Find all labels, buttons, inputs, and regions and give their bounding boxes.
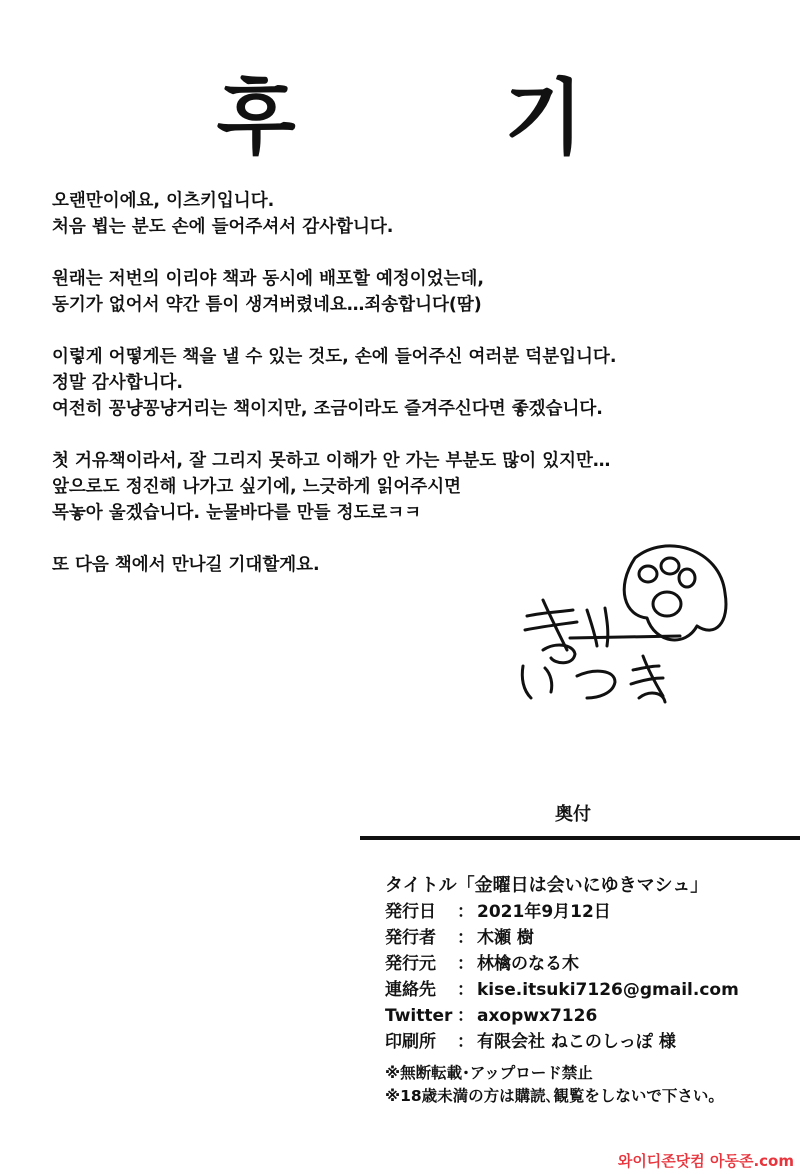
colophon-key: 発行元 [385,954,436,974]
sig-stroke [605,608,608,646]
colophon-heading: 奥付 [555,804,591,825]
colophon-value: 有限会社 ねこのしっぽ 様 [477,1032,676,1052]
sig-stroke [570,636,680,638]
colophon-row [385,925,795,951]
paragraph [52,188,752,240]
text-line: 동기가 없어서 약간 틈이 생겨버렸네요…죄송합니다(땀) [52,295,482,315]
handwritten-signature [515,538,745,713]
sig-stroke [545,668,552,692]
colophon-title: タイトル「金曜日は会いにゆきマシュ」 [385,875,709,896]
colophon-sep: ： [457,902,474,922]
colophon-key: 発行者 [385,928,436,948]
sig-stroke [587,610,597,646]
colophon-row [385,951,795,977]
text-line: 오랜만이에요, 이츠키입니다. [52,191,275,211]
sig-stroke [543,645,575,663]
colophon-key: 連絡先 [385,980,436,1000]
sig-stroke [577,671,615,698]
text-line: 정말 감사합니다. [52,373,184,393]
paw-bean [653,592,681,616]
paw-toe [639,566,657,582]
colophon-sep: ： [457,1032,474,1052]
sig-stroke [522,666,531,698]
colophon-sep: ： [457,928,474,948]
note-line: ※無断転載･アップロード禁止 [385,1064,593,1082]
text-line: 목놓아 울겠습니다. 눈물바다를 만들 정도로ㅋㅋ [52,503,422,523]
colophon-notes [385,1062,795,1108]
sig-stroke [639,693,665,702]
paragraph [52,266,752,318]
colophon-row [385,1029,795,1055]
colophon-row [385,899,795,925]
colophon-sep: ： [457,954,474,974]
site-watermark: 와이디존닷컴 아동존.com [617,1152,794,1170]
colophon-key: 印刷所 [385,1032,436,1052]
sig-stroke [631,678,663,684]
paw-toe [679,569,695,587]
text-line: 이렇게 어떻게든 책을 낼 수 있는 것도, 손에 들어주신 여러분 덕분입니다. [52,347,617,367]
colophon-value: 木瀬 樹 [477,928,534,948]
text-line: 원래는 저번의 이리야 책과 동시에 배포할 예정이었는데, [52,269,485,289]
paragraph [52,448,752,526]
colophon-key: Twitter [385,1006,453,1026]
sig-stroke [525,622,577,630]
sig-stroke [643,656,663,696]
colophon-key: 発行日 [385,902,436,922]
text-line: 첫 거유책이라서, 잘 그리지 못하고 이해가 안 가는 부분도 많이 있지만… [52,451,611,471]
colophon-row [385,977,795,1003]
paw-toe [661,558,679,574]
text-line: 또 다음 책에서 만나길 기대할게요. [52,555,320,575]
colophon-value: 2021年9月12日 [477,902,611,922]
divider-rule [360,836,800,840]
contact-email: kise.itsuki7126@gmail.com [477,980,739,1000]
text-line: 여전히 꽁냥꽁냥거리는 책이지만, 조금이라도 즐겨주신다면 좋겠습니다. [52,399,603,419]
colophon-value: 林檎のなる木 [477,954,579,974]
paragraph [52,344,752,422]
text-line: 처음 뵙는 분도 손에 들어주셔서 감사합니다. [52,217,394,237]
colophon-sep: ： [457,1006,474,1026]
text-line: 앞으로도 정진해 나가고 싶기에, 느긋하게 읽어주시면 [52,477,462,497]
colophon [385,873,795,1055]
note-line: ※18歳未満の方は購読､観覧をしないで下さい。 [385,1087,724,1105]
twitter-handle: axopwx7126 [477,1006,598,1026]
colophon-row [385,1003,795,1029]
colophon-sep: ： [457,980,474,1000]
page-title: 후 기 [216,71,674,166]
